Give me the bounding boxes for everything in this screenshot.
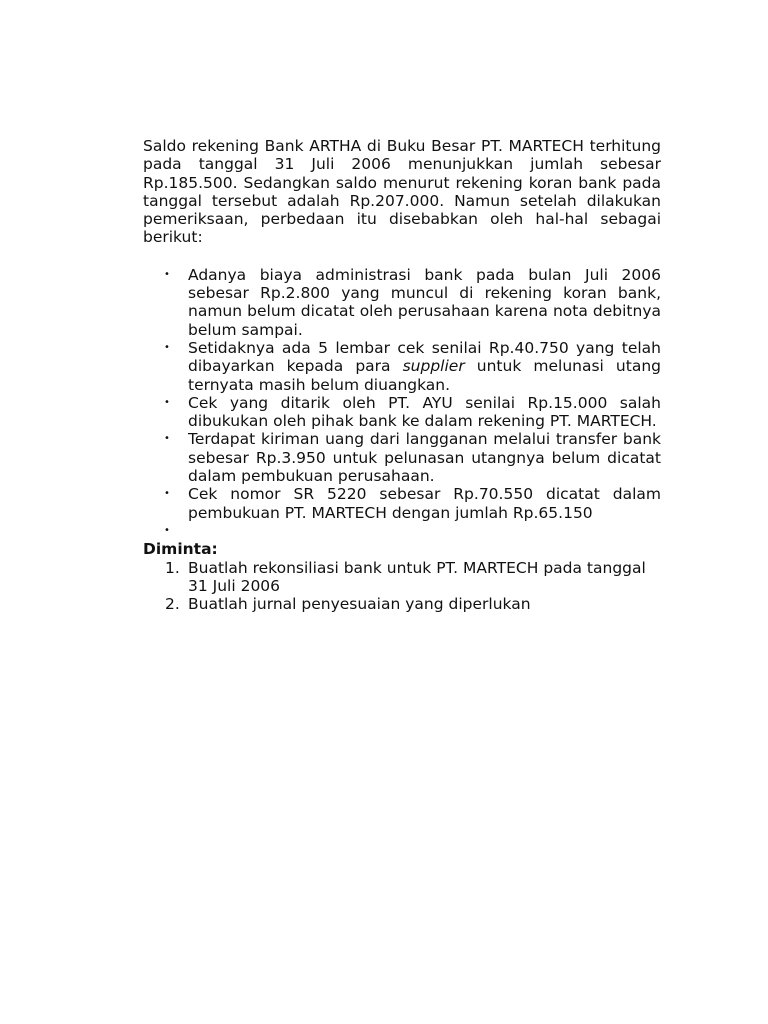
list-item-text: Cek yang ditarik oleh PT. AYU senilai Rp.15.000 salah dibukukan oleh pihak bank ke dalam rekening PT. MARTECH.: [188, 393, 661, 431]
requested-item: [143, 559, 661, 596]
requested-list: [143, 559, 661, 614]
bullet-icon: [164, 339, 170, 357]
document-page: [143, 137, 661, 613]
list-item-text: Terdapat kiriman uang dari langganan melalui transfer bank sebesar Rp.3.950 untuk pelunasan utangnya belum dicatat dalam pembukuan perusahaan.: [188, 430, 661, 486]
list-item-italic-term: supplier: [402, 357, 465, 376]
list-item: [143, 266, 661, 339]
list-item-text-start: Setidaknya ada 5 lembar cek senilai Rp.40.750 yang telah dibayarkan kepada para: [188, 338, 661, 376]
bullet-icon: [164, 266, 170, 284]
list-item: [143, 339, 661, 394]
list-item-text: Cek nomor SR 5220 sebesar Rp.70.550 dicatat dalam pembukuan PT. MARTECH dengan jumlah Rp.65.150: [188, 485, 661, 522]
requested-heading: Diminta:: [143, 540, 218, 559]
empty-list-item: [143, 522, 661, 540]
intro-paragraph: Saldo rekening Bank ARTHA di Buku Besar PT. MARTECH terhitung pada tanggal 31 Juli 2006 menunjukkan jumlah sebesar Rp.185.500. Sedangkan saldo menurut rekening koran bank pada tanggal tersebut adalah Rp.207.000. Namun setelah dilakukan pemeriksaan, perbedaan itu disebabkan oleh hal-hal sebagai berikut:: [143, 137, 661, 247]
list-item: [143, 430, 661, 485]
bullet-icon: [164, 522, 170, 540]
list-item: [143, 485, 661, 522]
requested-item: [143, 595, 661, 613]
item-number: 2.: [165, 595, 180, 614]
list-item-text: Adanya biaya administrasi bank pada bulan Juli 2006 sebesar Rp.2.800 yang muncul di rekening koran bank, namun belum dicatat oleh perusahaan karena nota debitnya belum sampai.: [188, 265, 661, 339]
bullet-icon: [164, 394, 170, 412]
cause-list: [143, 266, 661, 540]
list-item: [143, 394, 661, 431]
item-number: 1.: [165, 558, 180, 577]
requested-item-text: Buatlah rekonsiliasi bank untuk PT. MARTECH pada tanggal 31 Juli 2006: [188, 558, 646, 595]
bullet-icon: [164, 485, 170, 503]
bullet-icon: [164, 430, 170, 448]
list-item-text-end: untuk melunasi utang ternyata masih belum diuangkan.: [188, 357, 661, 394]
requested-item-text: Buatlah jurnal penyesuaian yang diperlukan: [188, 595, 531, 614]
